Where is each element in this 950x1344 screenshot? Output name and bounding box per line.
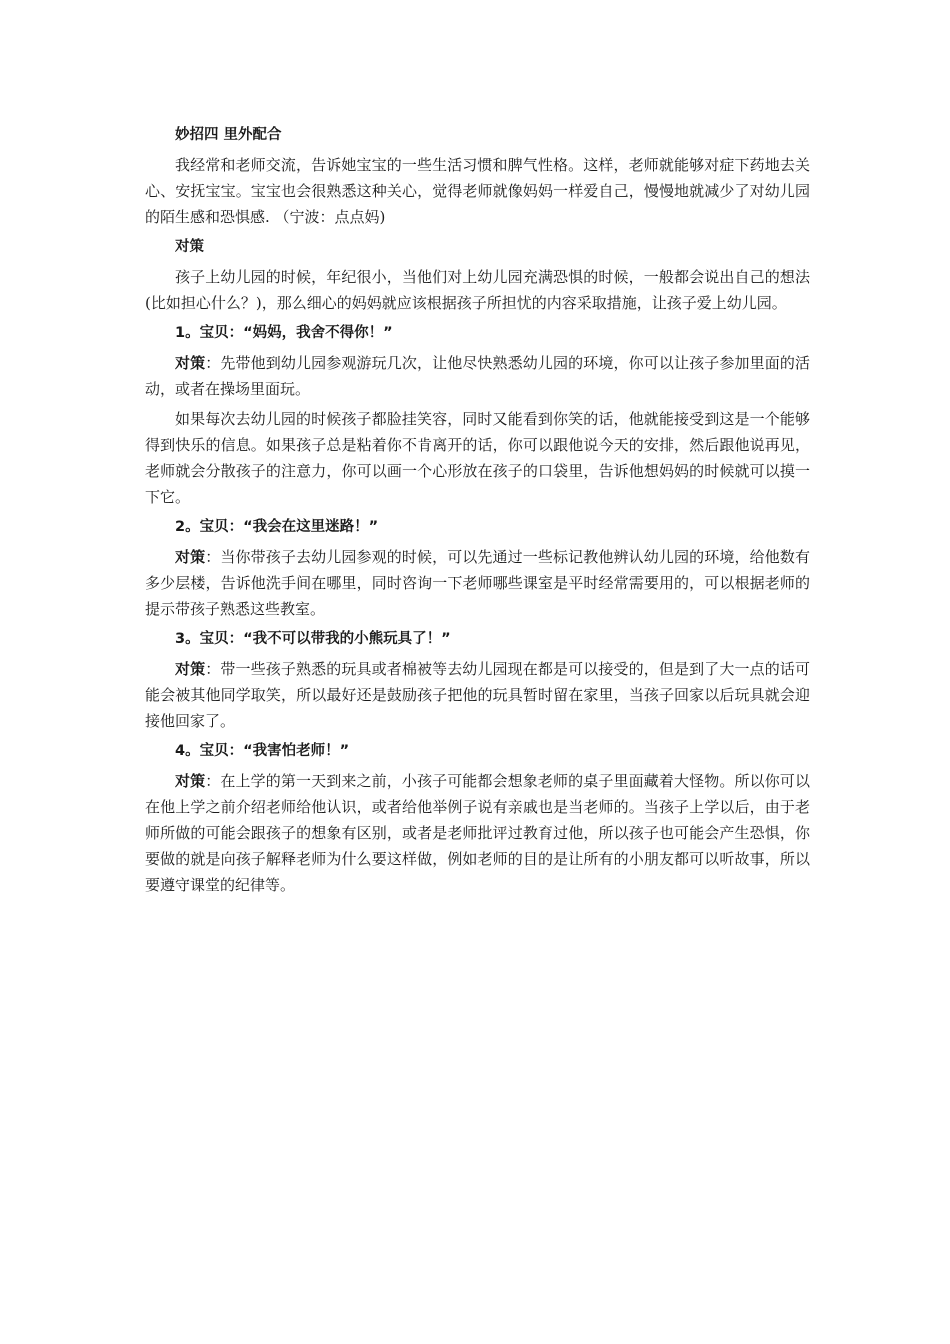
strategy-label: 对策	[175, 772, 206, 790]
document-page	[145, 122, 810, 902]
strategy-label: 对策	[175, 660, 206, 678]
tip4-paragraph: 我经常和老师交流，告诉她宝宝的一些生活习惯和脾气性格。这样，老师就能够对症下药地去关心、安抚宝宝。宝宝也会很熟悉这种关心，觉得老师就像妈妈一样爱自己，慢慢地就减少了对幼儿园的陌生感和恐惧感. （宁波：点点妈)	[145, 156, 810, 226]
tip4-heading: 妙招四 里外配合	[175, 127, 282, 143]
item-1-extra-paragraph: 如果每次去幼儿园的时候孩子都脸挂笑容，同时又能看到你笑的话，他就能接受到这是一个能够得到快乐的信息。如果孩子总是粘着你不肯离开的话，你可以跟他说今天的安排，然后跟他说再见，老师就会分散孩子的注意力，你可以画一个心形放在孩子的口袋里，告诉他想妈妈的时候就可以摸一下它。	[145, 410, 810, 506]
item-1-heading: 1。宝贝：“妈妈，我舍不得你！”	[175, 325, 393, 341]
strategy-label: 对策	[175, 354, 206, 372]
item-4-strategy-paragraph	[145, 768, 810, 898]
item-3-strategy-paragraph	[145, 656, 810, 734]
item-3-strategy-text: ：带一些孩子熟悉的玩具或者棉被等去幼儿园现在都是可以接受的，但是到了大一点的话可能会被其他同学取笑，所以最好还是鼓励孩子把他的玩具暂时留在家里，当孩子回家以后玩具就会迎接他回家了。	[145, 660, 810, 730]
strategy-heading: 对策	[175, 239, 204, 255]
item-3-heading: 3。宝贝：“我不可以带我的小熊玩具了！”	[175, 631, 451, 647]
item-4-heading: 4。宝贝：“我害怕老师！”	[175, 743, 350, 759]
item-4-strategy-text: ：在上学的第一天到来之前，小孩子可能都会想象老师的桌子里面藏着大怪物。所以你可以在他上学之前介绍老师给他认识，或者给他举例子说有亲戚也是当老师的。当孩子上学以后，由于老师所做的可能会跟孩子的想象有区别，或者是老师批评过教育过他，所以孩子也可能会产生恐惧，你要做的就是向孩子解释老师为什么要这样做，例如老师的目的是让所有的小朋友都可以听故事，所以要遵守课堂的纪律等。	[145, 772, 810, 894]
strategy-label: 对策	[175, 548, 206, 566]
item-1-strategy-text: ：先带他到幼儿园参观游玩几次，让他尽快熟悉幼儿园的环境，你可以让孩子参加里面的活动，或者在操场里面玩。	[145, 354, 810, 398]
item-2-strategy-paragraph	[145, 544, 810, 622]
item-1-strategy-paragraph	[145, 350, 810, 402]
strategy-intro-paragraph: 孩子上幼儿园的时候，年纪很小，当他们对上幼儿园充满恐惧的时候，一般都会说出自己的想法(比如担心什么？)，那么细心的妈妈就应该根据孩子所担忧的内容采取措施，让孩子爱上幼儿园。	[145, 268, 810, 312]
item-2-strategy-text: ：当你带孩子去幼儿园参观的时候，可以先通过一些标记教他辨认幼儿园的环境，给他数有多少层楼，告诉他洗手间在哪里，同时咨询一下老师哪些课室是平时经常需要用的，可以根据老师的提示带孩子熟悉这些教室。	[145, 548, 810, 618]
item-2-heading: 2。宝贝：“我会在这里迷路！”	[175, 519, 379, 535]
